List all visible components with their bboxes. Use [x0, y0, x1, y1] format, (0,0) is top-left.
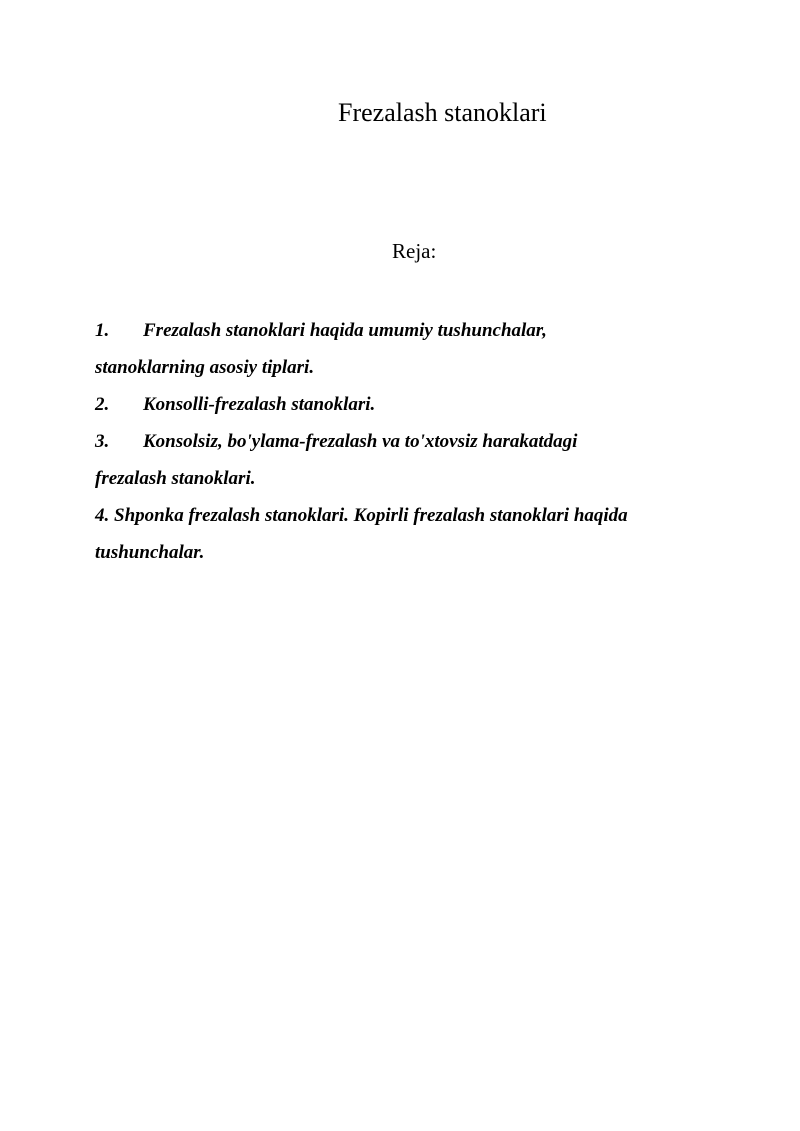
- document-title: Frezalash stanoklari: [338, 98, 547, 127]
- plan-item-text: frezalash stanoklari.: [95, 468, 256, 489]
- plan-item-text: tushunchalar.: [95, 542, 205, 563]
- plan-item-number: 2.: [95, 394, 110, 415]
- plan-item-3: [95, 423, 715, 460]
- plan-item-1: [95, 312, 715, 349]
- plan-item-text: Frezalash stanoklari haqida umumiy tushunchalar,: [143, 320, 547, 341]
- plan-item-2: [95, 386, 715, 423]
- plan-item-4-continued: [95, 534, 715, 571]
- plan-item-text: Konsolli-frezalash stanoklari.: [143, 394, 376, 415]
- plan-item-text: Konsolsiz, bo'ylama-frezalash va to'xtovsiz harakatdagi: [143, 431, 578, 452]
- plan-list: [95, 312, 715, 571]
- plan-item-text: 4. Shponka frezalash stanoklari. Kopirli frezalash stanoklari haqida: [95, 505, 628, 526]
- plan-item-text: stanoklarning asosiy tiplari.: [95, 357, 315, 378]
- plan-item-3-continued: [95, 460, 715, 497]
- plan-item-1-continued: [95, 349, 715, 386]
- plan-item-4: [95, 497, 715, 534]
- plan-heading: Reja:: [392, 239, 437, 263]
- plan-item-number: 3.: [95, 431, 110, 452]
- plan-item-number: 1.: [95, 320, 110, 341]
